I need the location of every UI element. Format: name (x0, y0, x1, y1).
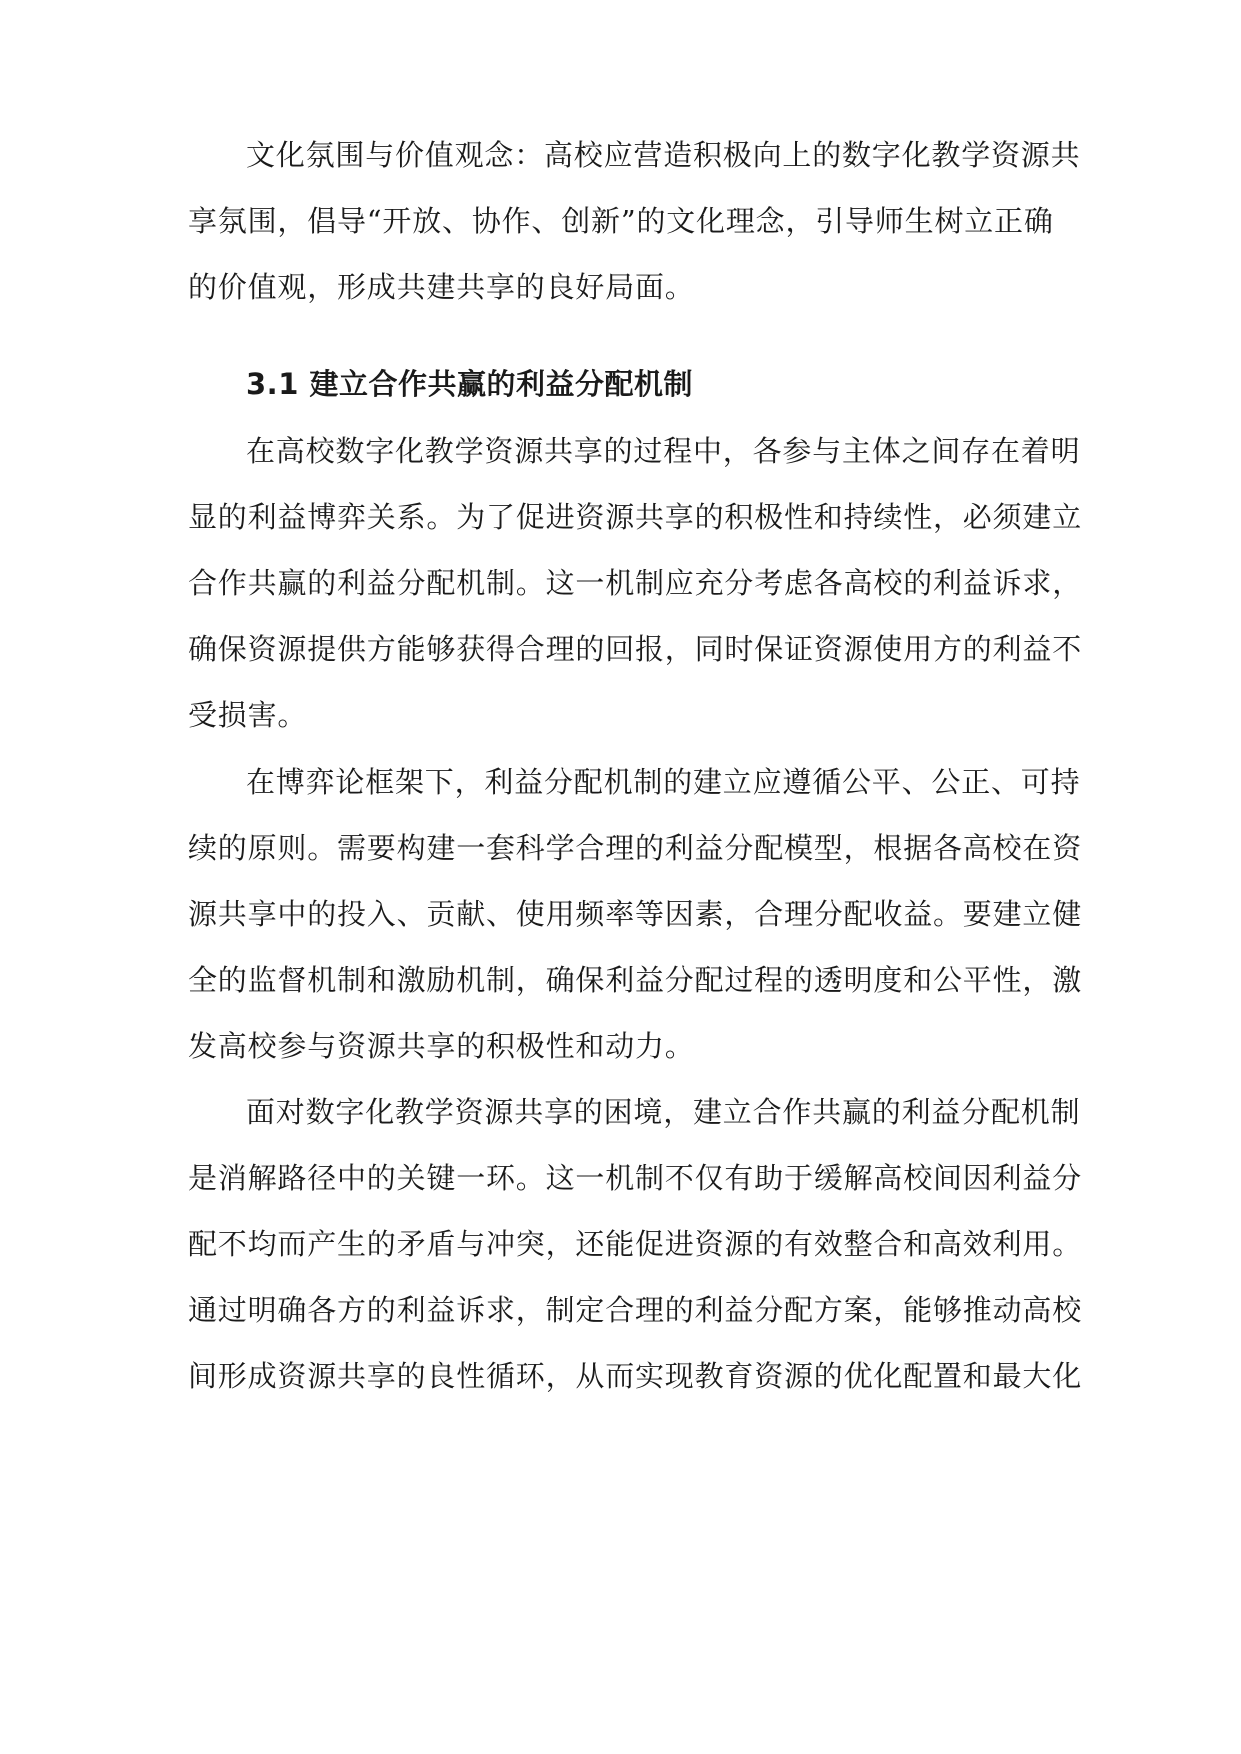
paragraph-3-line-3: 配不均而产生的矛盾与冲突，还能促进资源的有效整合和高效利用。 (188, 1227, 1083, 1261)
paragraph-1-line-2: 显的利益博弈关系。为了促进资源共享的积极性和持续性，必须建立 (188, 500, 1083, 534)
paragraph-3-line-5: 间形成资源共享的良性循环，从而实现教育资源的优化配置和最大化 (188, 1359, 1083, 1393)
paragraph-3-line-2: 是消解路径中的关键一环。这一机制不仅有助于缓解高校间因利益分 (188, 1161, 1083, 1195)
paragraph-2-line-4: 全的监督机制和激励机制，确保利益分配过程的透明度和公平性，激 (188, 963, 1083, 997)
paragraph-3-line-1: 面对数字化教学资源共享的困境，建立合作共赢的利益分配机制 (246, 1095, 1081, 1129)
paragraph-culture-line-3: 的价值观，形成共建共享的良好局面。 (188, 270, 695, 304)
paragraph-culture-line-1: 文化氛围与价值观念：高校应营造积极向上的数字化教学资源共 (246, 138, 1081, 172)
paragraph-3-line-4: 通过明确各方的利益诉求，制定合理的利益分配方案，能够推动高校 (188, 1293, 1083, 1327)
paragraph-culture-line-2: 享氛围，倡导“开放、协作、创新”的文化理念，引导师生树立正确 (188, 204, 1054, 238)
paragraph-1-line-1: 在高校数字化教学资源共享的过程中，各参与主体之间存在着明 (246, 434, 1081, 468)
paragraph-2-line-2: 续的原则。需要构建一套科学合理的利益分配模型，根据各高校在资 (188, 831, 1083, 865)
paragraph-1-line-5: 受损害。 (188, 698, 308, 732)
paragraph-2-line-3: 源共享中的投入、贡献、使用频率等因素，合理分配收益。要建立健 (188, 897, 1083, 931)
paragraph-1-line-3: 合作共赢的利益分配机制。这一机制应充分考虑各高校的利益诉求， (188, 566, 1083, 600)
paragraph-2-line-1: 在博弈论框架下，利益分配机制的建立应遵循公平、公正、可持 (246, 765, 1081, 799)
paragraph-2-line-5: 发高校参与资源共享的积极性和动力。 (188, 1029, 695, 1063)
paragraph-1-line-4: 确保资源提供方能够获得合理的回报，同时保证资源使用方的利益不 (188, 632, 1083, 666)
section-heading: 3.1 建立合作共赢的利益分配机制 (246, 367, 693, 401)
